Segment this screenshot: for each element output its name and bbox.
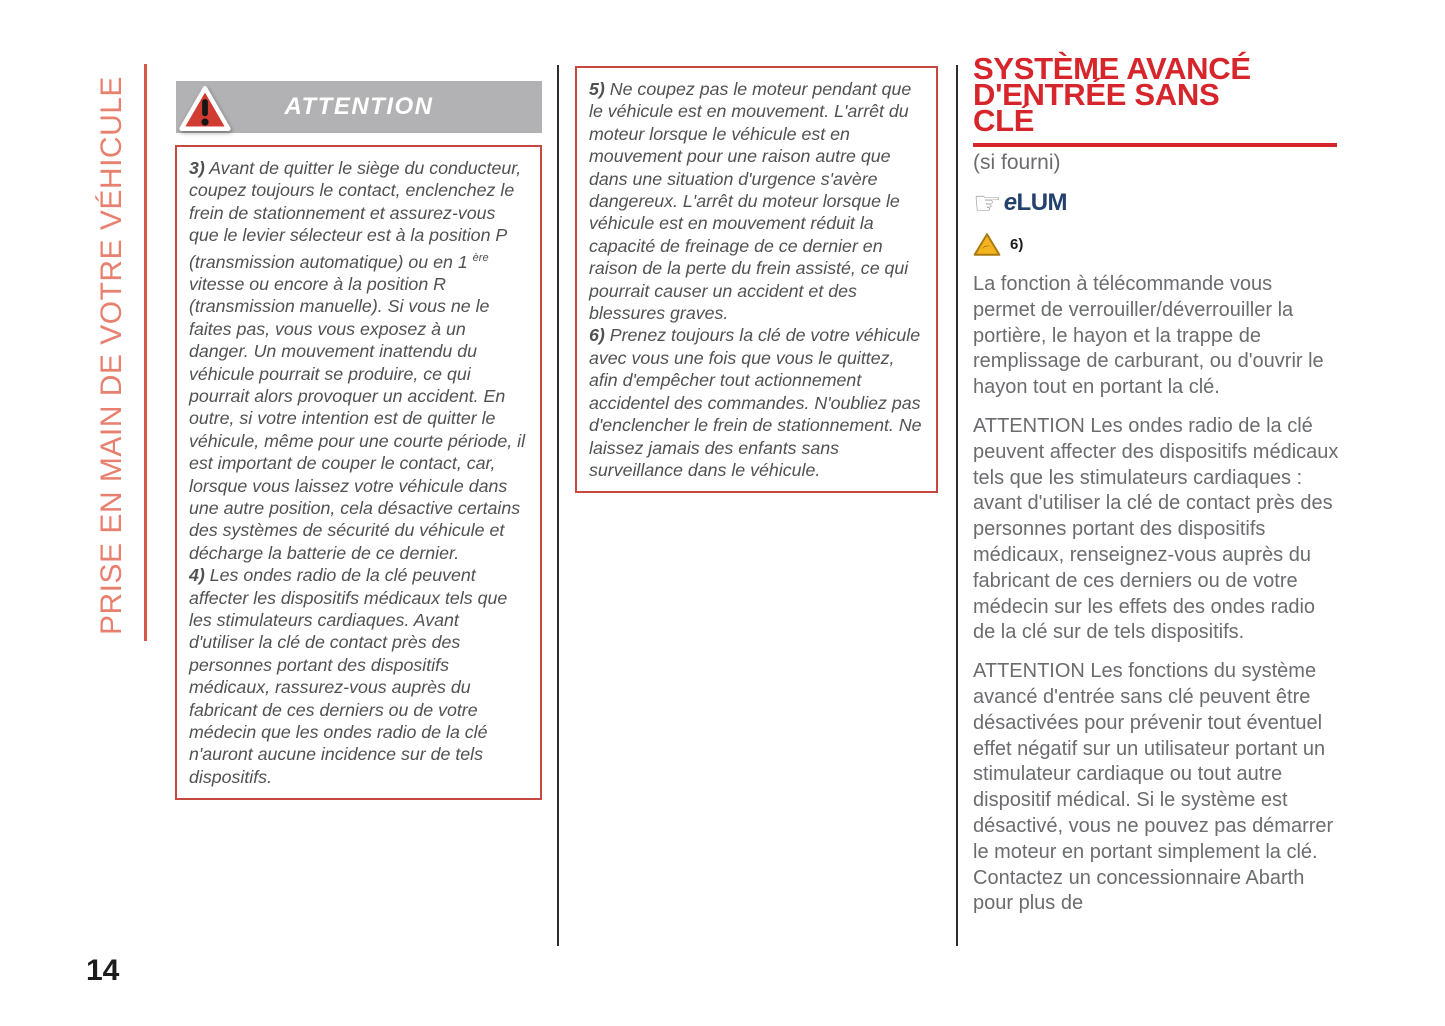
elum-reference-row xyxy=(973,185,1339,221)
section-title-line-1: SYSTÈME AVANCÉ xyxy=(973,51,1251,86)
caution-reference-row xyxy=(973,229,1339,259)
warning-item-4 xyxy=(189,565,507,787)
section-paragraph-2: ATTENTION Les ondes radio de la clé peuvent affecter des dispositifs médicaux tels que les stimulateurs cardiaques : avant d'utiliser la clé de contact près des personnes portant des dispositifs médicaux, renseignez-vous auprès du fabricant de ces derniers ou de votre médecin sur les effets des ondes radio de la clé sur de tels dispositifs. xyxy=(973,414,1339,644)
section-title-rule xyxy=(973,143,1337,147)
section-title-line-2: D'ENTRÉE SANS xyxy=(973,77,1220,112)
warning-triangle-icon xyxy=(178,83,232,135)
column-divider-1 xyxy=(557,65,559,946)
warning-item-5 xyxy=(589,79,911,323)
column-divider-2 xyxy=(956,65,958,946)
warning-item-3-number: 3) xyxy=(189,158,205,178)
warning-item-3-text-continued: vitesse ou encore à la position R (transmission manuelle). Si vous ne le faites pas, vous vous exposez à un danger. Un mouvement inattendu du véhicule pourrait se produire, ce qui pourrait alors provoquer un accident. En outre, si votre intention est de quitter le véhicule, même pour une courte période, il est important de couper le contact, car, lorsque vous laissez votre véhicule dans une autre position, cela désactive certains des systèmes de sécurité du véhicule et décharge la batterie de ce dernier. xyxy=(189,273,526,563)
caution-reference-number: 6) xyxy=(1010,235,1024,253)
warning-box-1 xyxy=(175,145,542,800)
warning-item-3-text: Avant de quitter le siège du conducteur, coupez toujours le contact, enclenchez le frein de stationnement et assurez-vous que le levier sélecteur est à la position P (transmission automatique) ou en 1 xyxy=(189,158,522,272)
warning-item-6-number: 6) xyxy=(589,325,605,346)
warning-item-4-number: 4) xyxy=(189,565,205,586)
chapter-sidebar-label: PRISE EN MAIN DE VOTRE VÉHICULE xyxy=(95,76,128,635)
section-paragraph-3: ATTENTION Les fonctions du système avancé d'entrée sans clé peuvent être désactivées pour prévenir tout éventuel effet négatif sur un utilisateur portant un stimulateur cardiaque ou tout autre dispositif médical. Si le système est désactivé, vous ne pouvez pas démarrer le moteur en portant simplement la clé. Contactez un concessionnaire Abarth pour plus de xyxy=(973,660,1334,915)
warning-item-5-number: 5) xyxy=(589,79,605,99)
sidebar-rule xyxy=(144,64,147,641)
attention-header-label: ATTENTION xyxy=(284,93,434,120)
section-title-line-3: CLÉ xyxy=(973,103,1035,138)
elum-logo: eLUM xyxy=(1003,189,1068,216)
section-title xyxy=(973,51,1293,138)
warning-item-6 xyxy=(589,325,922,479)
warning-item-6-text: Prenez toujours la clé de votre véhicule avec vous une fois que vous le quittez, afin d'empêcher tout actionnement accidentel des commandes. N'oubliez pas d'enclencher le frein de stationnement. Ne laissez jamais des enfants sans surveillance dans le véhicule. xyxy=(589,325,922,480)
warning-box-2 xyxy=(575,66,938,493)
elum-logo-text: LUM xyxy=(1016,189,1068,216)
pointing-hand-icon: ☞ xyxy=(973,184,1002,222)
warning-item-3-superscript: ère xyxy=(472,251,489,264)
warning-item-3 xyxy=(189,158,525,563)
page-number: 14 xyxy=(86,954,120,987)
section-subtitle: (si fourni) xyxy=(973,151,1061,174)
caution-triangle-icon xyxy=(973,232,1001,257)
section-keyless-entry xyxy=(973,51,1339,930)
warning-item-4-text: Les ondes radio de la clé peuvent affecter les dispositifs médicaux tels que les stimulateurs cardiaques. Avant d'utiliser la clé de contact près des personnes portant des dispositifs médicaux, rassurez-vous auprès du fabricant de ces derniers ou de votre médecin que les ondes radio de la clé n'auront aucune incidence sur de tels dispositifs. xyxy=(189,565,508,787)
section-paragraph-1: La fonction à télécommande vous permet de verrouiller/déverrouiller la portière, le hayon et la trappe de remplissage de carburant, ou d'ouvrir le hayon tout en portant la clé. xyxy=(973,273,1324,399)
warning-item-5-text: Ne coupez pas le moteur pendant que le véhicule est en mouvement. L'arrêt du moteur lorsque le véhicule est en mouvement pour une raison autre que dans une situation d'urgence s'avère dangereux. L'arrêt du moteur lorsque le véhicule est en mouvement réduit la capacité de freinage de ce dernier en raison de la perte du frein assisté, ce qui pourrait causer un accident et des blessures graves. xyxy=(589,79,912,324)
